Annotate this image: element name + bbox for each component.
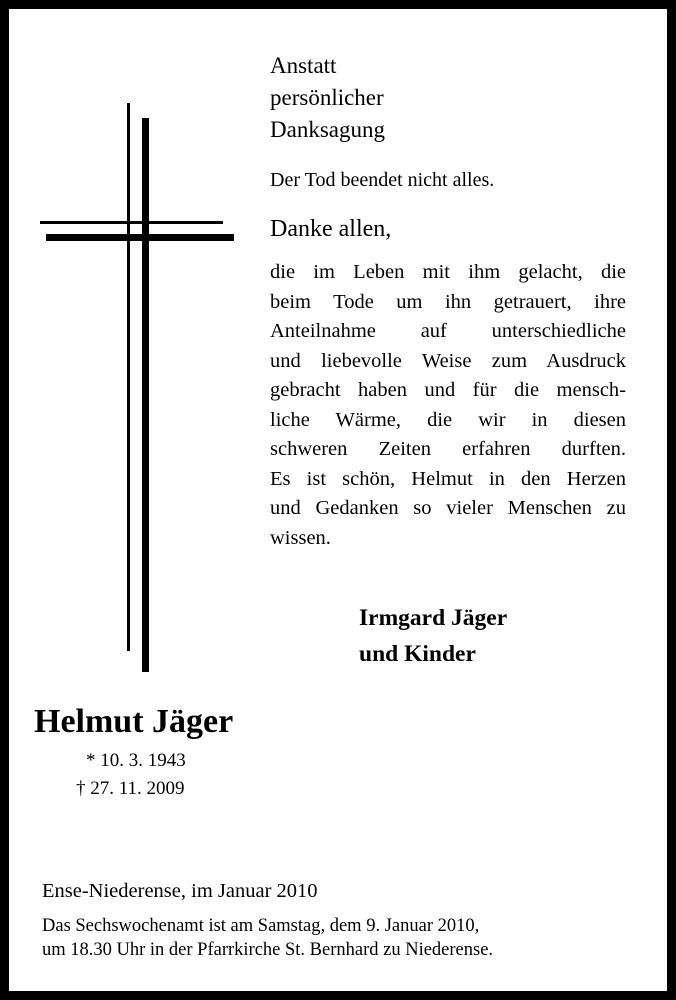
heading-line-1: Anstatt [270,53,337,78]
thanks-paragraph [270,258,626,553]
greeting: Danke allen, [270,216,392,242]
thanks-line: und Gedanken so vieler Menschen zu [270,497,626,519]
mass-notice [42,914,493,962]
heading [270,50,385,146]
mass-notice-line-1: Das Sechswochenamt ist am Samstag, dem 9. Januar 2010, [42,916,480,936]
signature-line-2: und Kinder [359,641,476,667]
thanks-line: liche Wärme, die wir in diesen [270,408,626,431]
cross-thin-vertical [127,103,130,651]
thanks-line: beim Tode um ihn getrauert, ihre [270,290,626,313]
cross-thin-horizontal [40,221,223,224]
motto: Der Tod beendet nicht alles. [270,169,495,191]
cross-thick-vertical [142,118,149,672]
place-and-date: Ense-Niederense, im Januar 2010 [42,880,318,902]
signature-line-1: Irmgard Jäger [359,605,508,631]
life-dates [76,747,186,803]
death-date: † 27. 11. 2009 [76,778,185,799]
mass-notice-line-2: um 18.30 Uhr in der Pfarrkirche St. Bernhard zu Niederense. [42,940,494,960]
thanks-line: schweren Zeiten erfahren durften. [270,438,626,460]
thanks-line: Anteilnahme auf unterschiedliche [270,320,626,342]
cross-thick-horizontal [46,234,234,241]
deceased-name: Helmut Jäger [34,703,234,740]
thanks-line: Es ist schön, Helmut in den Herzen [270,467,626,490]
heading-line-2: persönlicher [270,85,384,110]
heading-line-3: Danksagung [270,117,385,142]
birth-date: * 10. 3. 1943 [86,750,186,771]
thanks-line: die im Leben mit ihm gelacht, die [270,261,626,283]
thanks-line: gebracht haben und für die mensch- [270,379,626,401]
thanks-line: wissen. [270,526,331,549]
signature [359,600,507,672]
thanks-line: und liebevolle Weise zum Ausdruck [270,349,626,372]
